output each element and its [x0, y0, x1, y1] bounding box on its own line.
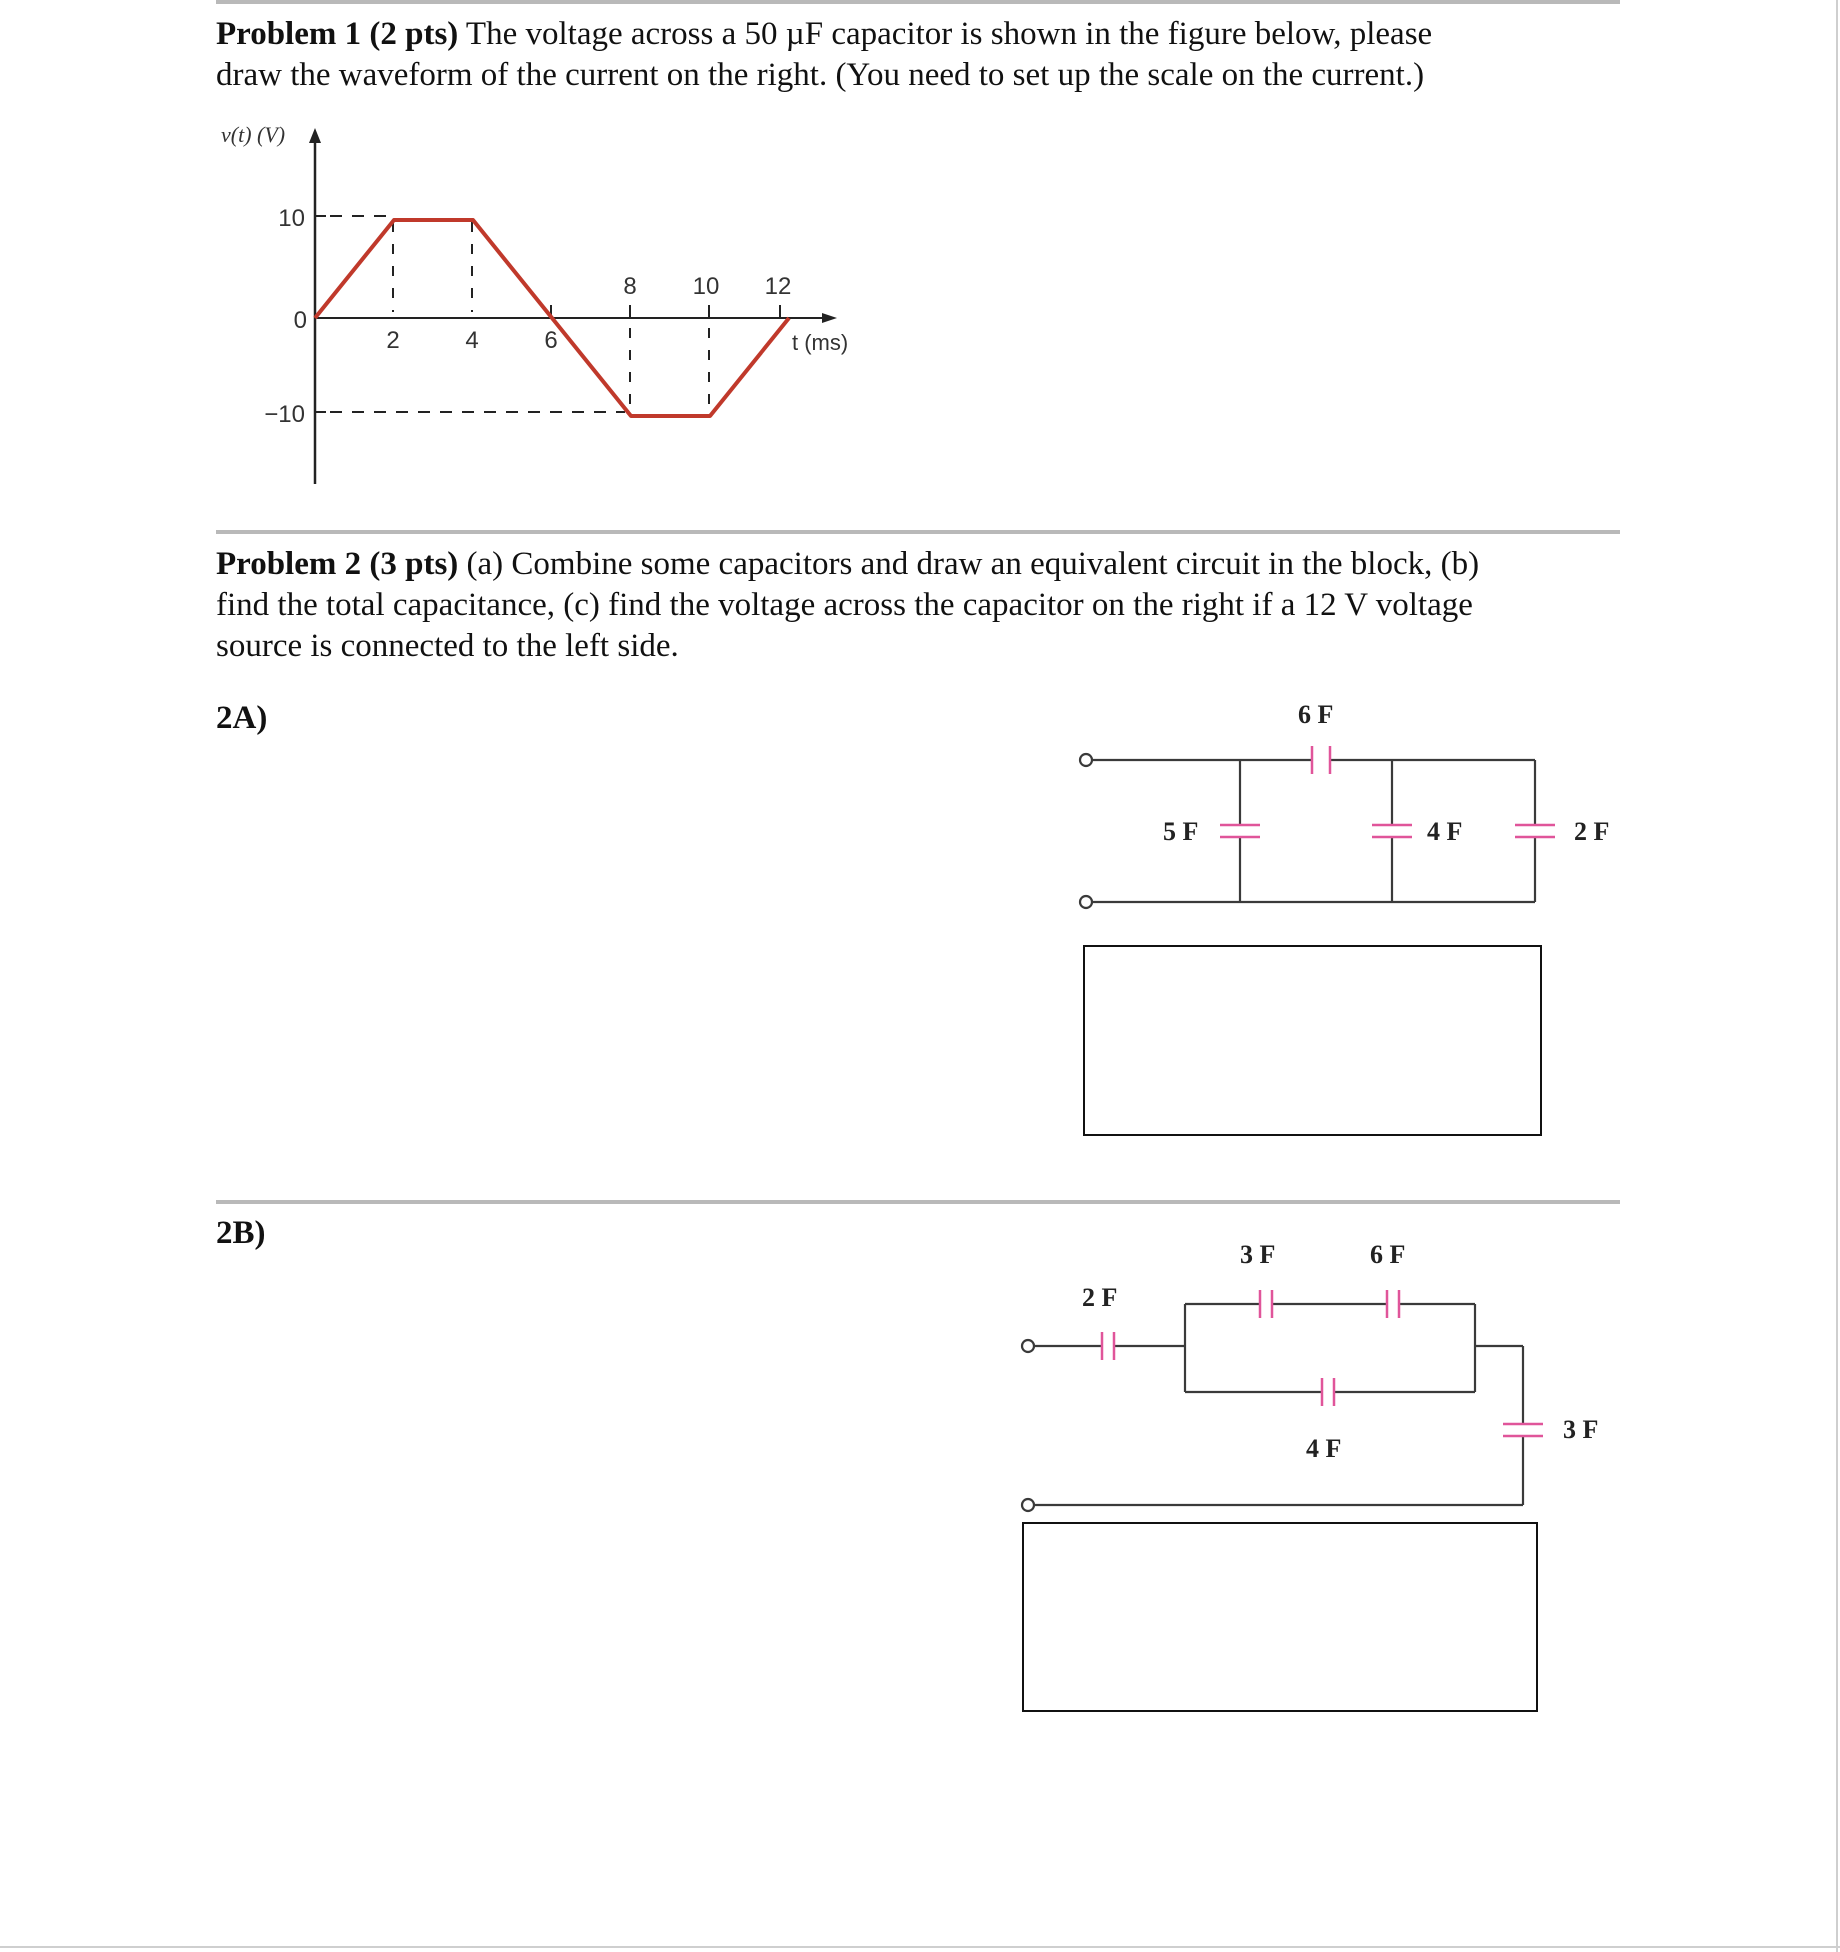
cap-2b-6f-label: 6 F [1370, 1240, 1406, 1269]
part-2b-label: 2B) [216, 1215, 266, 1251]
cap-2a-2f-label: 2 F [1574, 817, 1610, 846]
cap-2b-shunt-label: 3 F [1563, 1415, 1599, 1444]
x-tick-label-2: 2 [386, 327, 400, 354]
x-tick-label-6: 6 [544, 327, 558, 354]
terminal-2b-top [1022, 1340, 1034, 1352]
cap-2a-4f-label: 4 F [1427, 817, 1463, 846]
cap-2a-5f-label: 5 F [1163, 817, 1199, 846]
x-tick-label-10: 10 [692, 273, 720, 300]
y-axis-label: v(t) (V) [221, 122, 286, 147]
answer-box-2b[interactable] [1022, 1522, 1538, 1712]
cap-2a-6f-label: 6 F [1298, 700, 1334, 729]
cap-2b-3f-label: 3 F [1240, 1240, 1276, 1269]
x-tick-label-12: 12 [764, 273, 792, 300]
problem-2-heading: Problem 2 (3 pts) [216, 546, 459, 582]
y-tick-label-0: 0 [293, 307, 307, 334]
cap-2b-2f-label: 2 F [1082, 1283, 1118, 1312]
x-axis-label: t (ms) [792, 330, 849, 355]
y-tick-label-neg10: −10 [264, 401, 305, 428]
problem-2-line-1: (a) Combine some capacitors and draw an equivalent circuit in the block, (b) [458, 546, 1480, 582]
problem-1-line-2: draw the waveform of the current on the right. (You need to set up the scale on the current.) [216, 57, 1425, 93]
problem-1-heading: Problem 1 (2 pts) [216, 16, 459, 52]
problem-2-line-2: find the total capacitance, (c) find the voltage across the capacitor on the right if a 12 V voltage [216, 587, 1473, 623]
terminal-2b-bottom [1022, 1499, 1034, 1511]
problem-1-line-1: The voltage across a 50 µF capacitor is shown in the figure below, please [458, 16, 1433, 52]
y-tick-label-10: 10 [278, 205, 305, 232]
problem-2-line-3: source is connected to the left side. [216, 628, 679, 664]
x-tick-label-8: 8 [623, 273, 637, 300]
part-2a-label: 2A) [216, 700, 268, 736]
cap-2b-4f-label: 4 F [1306, 1434, 1342, 1463]
x-tick-label-4: 4 [465, 327, 479, 354]
